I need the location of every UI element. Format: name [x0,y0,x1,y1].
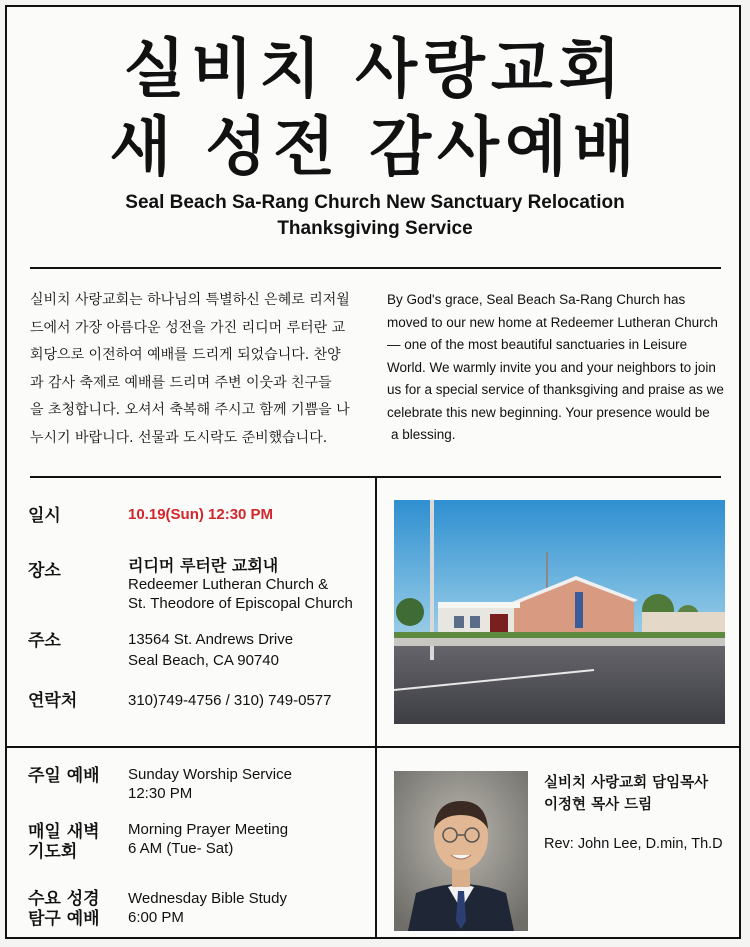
dawn-label-line2: 기도회 [28,842,78,862]
wednesday-block [128,889,287,927]
intro-english-line: World. We warmly invite you and your neighbors to join [387,359,716,375]
title-korean-line1: 실비치 사랑교회 [123,33,627,107]
datetime-value: 10.19(Sun) 12:30 PM [128,506,274,523]
dawn-block [128,820,288,858]
wednesday-time: 6:00 PM [128,909,184,926]
datetime-label: 일시 [28,506,61,526]
contact-value: 310)749-4756 / 310) 749-0577 [128,692,332,709]
intro-korean-line: 회당으로 이전하여 예배를 드리게 되었습니다. 찬양 [30,347,341,363]
wednesday-label [28,889,100,929]
location-block [128,556,353,613]
dawn-label-line1: 매일 새벽 [28,822,100,842]
location-english-line2: St. Theodore of Episcopal Church [128,595,353,612]
dawn-label [28,822,100,862]
sunday-name: Sunday Worship Service [128,766,292,783]
intro-english-line: By God's grace, Seal Beach Sa-Rang Church has [387,292,686,307]
intro-english-line: celebrate this new beginning. Your presence would be [387,404,710,420]
location-korean: 리디머 루터란 교회내 [128,556,279,575]
intro-english-line: — one of the most beautiful sanctuaries in Leisure [387,337,688,352]
address-line1: 13564 St. Andrews Drive [128,631,294,648]
intro-korean [30,287,370,452]
intro-korean-line: 과 감사 축제로 예배를 드리며 주변 이웃과 친구들 [30,374,332,391]
pastor-title [544,772,734,816]
pastor-rev: Rev: John Lee, D.min, Th.D [544,836,723,852]
intro-english-line: a blessing. [391,427,456,442]
location-english-line1: Redeemer Lutheran Church & [128,576,329,593]
sunday-label: 주일 예배 [28,766,100,786]
address-block [128,630,293,670]
intro-english-line: moved to our new home at Redeemer Lutheran Church [387,314,718,330]
contact-label: 연락처 [28,691,78,711]
pastor-title-line1: 실비치 사랑교회 담임목사 [544,775,709,791]
dawn-name: Morning Prayer Meeting [128,821,289,838]
intro-korean-line: 드에서 가장 아름다운 성전을 가진 리디머 루터란 교 [30,319,346,336]
pastor-title-line2: 이정현 목사 드림 [544,797,653,813]
divider-top [30,267,721,269]
location-label: 장소 [28,561,61,581]
divider-lower [7,746,741,748]
intro-korean-line: 실비치 사랑교회는 하나님의 특별하신 은혜로 리저월 [30,292,350,308]
pastor-portrait [394,771,528,931]
sunday-block [128,765,292,803]
church-photo [394,500,725,724]
wednesday-label-line2: 탐구 예배 [28,909,100,929]
wednesday-label-line1: 수요 성경 [28,889,100,909]
address-label: 주소 [28,631,61,651]
intro-english-line: us for a special service of thanksgiving and praise as we [387,382,724,397]
subtitle-line1: Seal Beach Sa-Rang Church New Sanctuary Relocation [125,192,625,213]
intro-korean-line: 을 초청합니다. 오셔서 축복해 주시고 함께 기쁨을 나 [30,402,350,418]
address-line2: Seal Beach, CA 90740 [128,652,279,669]
title-korean-line2: 새 성전 감사예배 [109,111,641,185]
divider-vertical [375,478,377,939]
dawn-time: 6 AM (Tue- Sat) [128,840,234,857]
intro-english [387,289,727,447]
subtitle-english [0,190,750,242]
subtitle-line2: Thanksgiving Service [277,218,473,239]
sunday-time: 12:30 PM [128,785,193,802]
intro-korean-line: 누시기 바랍니다. 선물과 도시락도 준비했습니다. [30,429,328,446]
wednesday-name: Wednesday Bible Study [128,890,287,907]
